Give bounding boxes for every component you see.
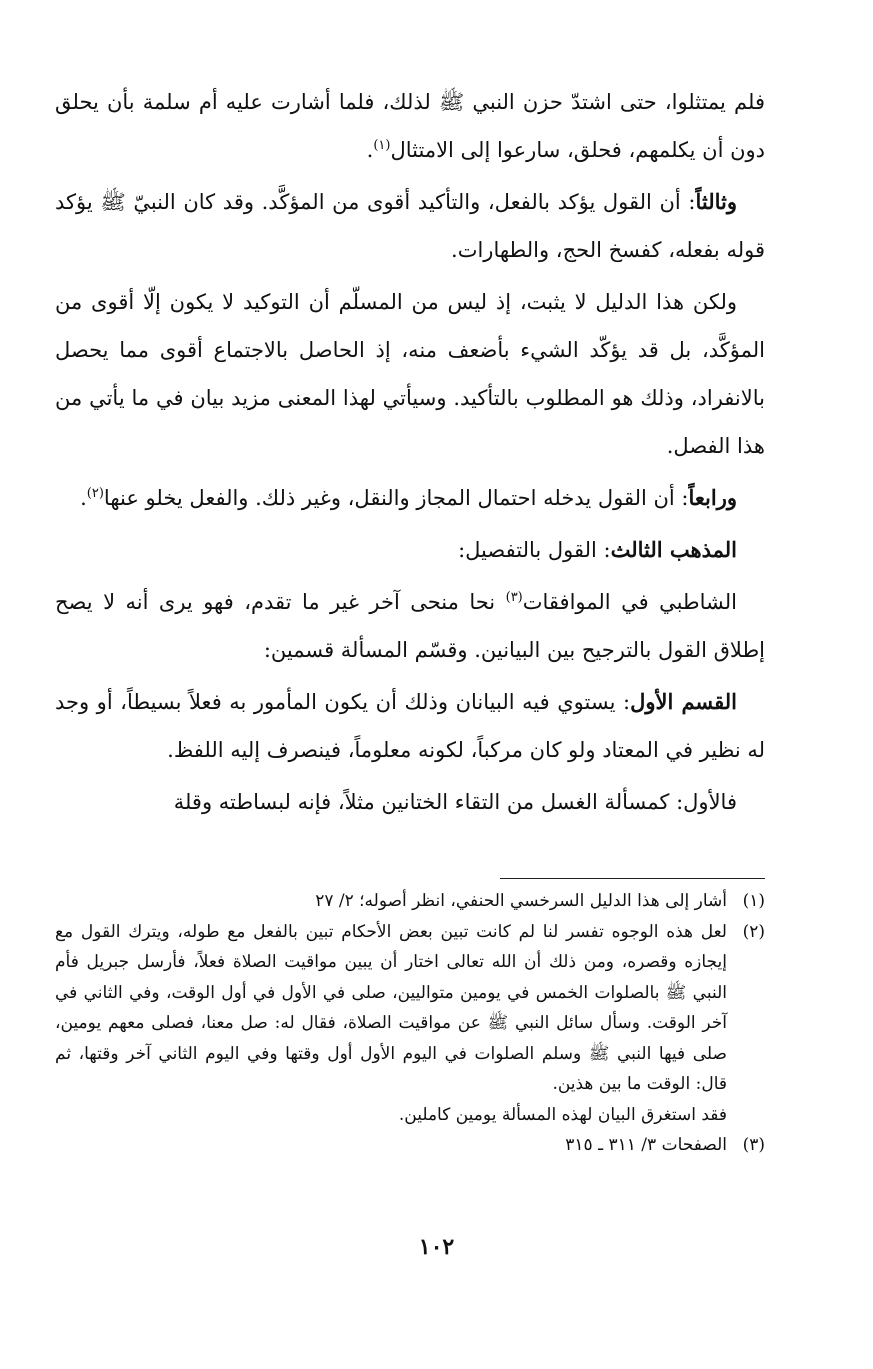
paragraph-6 <box>55 678 765 774</box>
paragraph-4-text: : أن القول يدخله احتمال المجاز والنقل، وغير ذلك. والفعل يخلو عنها <box>103 486 689 510</box>
footnote-3 <box>55 1130 765 1161</box>
footnote-ref-3: (٣) <box>505 590 523 605</box>
main-text <box>55 78 765 830</box>
paragraph-6-lead: القسم الأول <box>630 689 738 714</box>
paragraph-7: فالأول: كمسألة الغسل من التقاء الختانين مثلاً، فإنه لبساطته وقلة <box>173 790 737 814</box>
footnote-1-text: أشار إلى هذا الدليل السرخسي الحنفي، انظر أصوله؛ ٢/ ٢٧ <box>315 891 727 911</box>
footnote-2-text: لعل هذه الوجوه تفسر لنا لم كانت تبين بعض الأحكام تبين بالفعل مع طوله، ويترك القول مع إيجازه وقصره، ومن ذلك أن الله تعالى اختار أن يبين مواقيت الصلاة فعلاً، فأرسل جبريل فأم النبي ﷺ بالصلوات الخمس في يومين متواليين، صلى في الأول في أول الوقت، وفي الثاني في آخر الوقت. وسأل سائل النبي ﷺ عن مواقيت الصلاة، فقال له: صل معنا، فصلى معهم يومين، صلى فيها النبي ﷺ وسلم الصلوات في اليوم الأول أول وقتها وفي اليوم الثاني آخر وقتها، ثم قال: الوقت ما بين هذين. <box>55 921 727 1094</box>
footnote-1-number: (١) <box>742 891 765 911</box>
footnote-3-text: الصفحات ٣/ ٣١١ ـ ٣١٥ <box>565 1135 727 1155</box>
footnote-divider <box>500 878 765 879</box>
footnote-2 <box>55 917 765 1100</box>
paragraph-5 <box>55 578 765 674</box>
paragraph-4 <box>55 474 765 522</box>
footnote-3-number: (٣) <box>742 1135 765 1155</box>
paragraph-6-text: : يستوي فيه البيانان وذلك أن يكون المأمور به فعلاً بسيطاً، أو وجد له نظير في المعتاد ولو كان مركباً، لكونه معلوماً، فينصرف إليه اللفظ. <box>55 690 765 762</box>
paragraph-4-lead: ورابعاً <box>688 485 737 510</box>
paragraph-1 <box>55 78 765 174</box>
paragraph-4-end: . <box>80 486 87 510</box>
paragraph-3: ولكن هذا الدليل لا يثبت، إذ ليس من المسلّم أن التوكيد لا يكون إلّا أقوى من المؤكَّد، بل قد يؤكّد الشيء بأضعف منه، إذ الحاصل بالاجتماع أقوى مما يحصل بالانفراد، وذلك هو المطلوب بالتأكيد. وسيأتي لهذا المعنى مزيد بيان في ما يأتي من هذا الفصل. <box>55 290 765 458</box>
paragraph-5-text-a: الشاطبي في الموافقات <box>522 590 738 614</box>
footnote-2-continuation: فقد استغرق البيان لهذه المسألة يومين كاملين. <box>398 1104 727 1125</box>
page-number: ١٠٢ <box>418 1234 455 1260</box>
paragraph-2 <box>55 178 765 274</box>
section-heading-lead: المذهب الثالث <box>610 537 737 562</box>
section-heading <box>55 526 765 574</box>
paragraph-5-text-b: نحا منحى آخر غير ما تقدم، فهو يرى أنه لا يصح إطلاق القول بالترجيح بين البيانين. وقسّم المسألة قسمين: <box>55 590 765 662</box>
paragraph-2-text: : أن القول يؤكد بالفعل، والتأكيد أقوى من المؤكَّد. وقد كان النبيّ ﷺ يؤكد قوله بفعله، كفسخ الحج، والطهارات. <box>55 190 765 262</box>
paragraph-1-text: فلم يمتثلوا، حتى اشتدّ حزن النبي ﷺ لذلك، فلما أشارت عليه أم سلمة بأن يحلق دون أن يكلمهم، فحلق، سارعوا إلى الامتثال <box>55 90 765 162</box>
footnote-ref-2: (٢) <box>86 486 104 501</box>
footnote-1 <box>55 886 765 917</box>
section-heading-text: : القول بالتفصيل: <box>458 538 611 562</box>
paragraph-1-end: . <box>366 138 374 162</box>
footnotes <box>55 886 765 1161</box>
footnote-ref-1: (١) <box>373 138 391 153</box>
paragraph-2-lead: وثالثاً <box>695 189 737 214</box>
footnote-2-number: (٢) <box>742 921 765 942</box>
